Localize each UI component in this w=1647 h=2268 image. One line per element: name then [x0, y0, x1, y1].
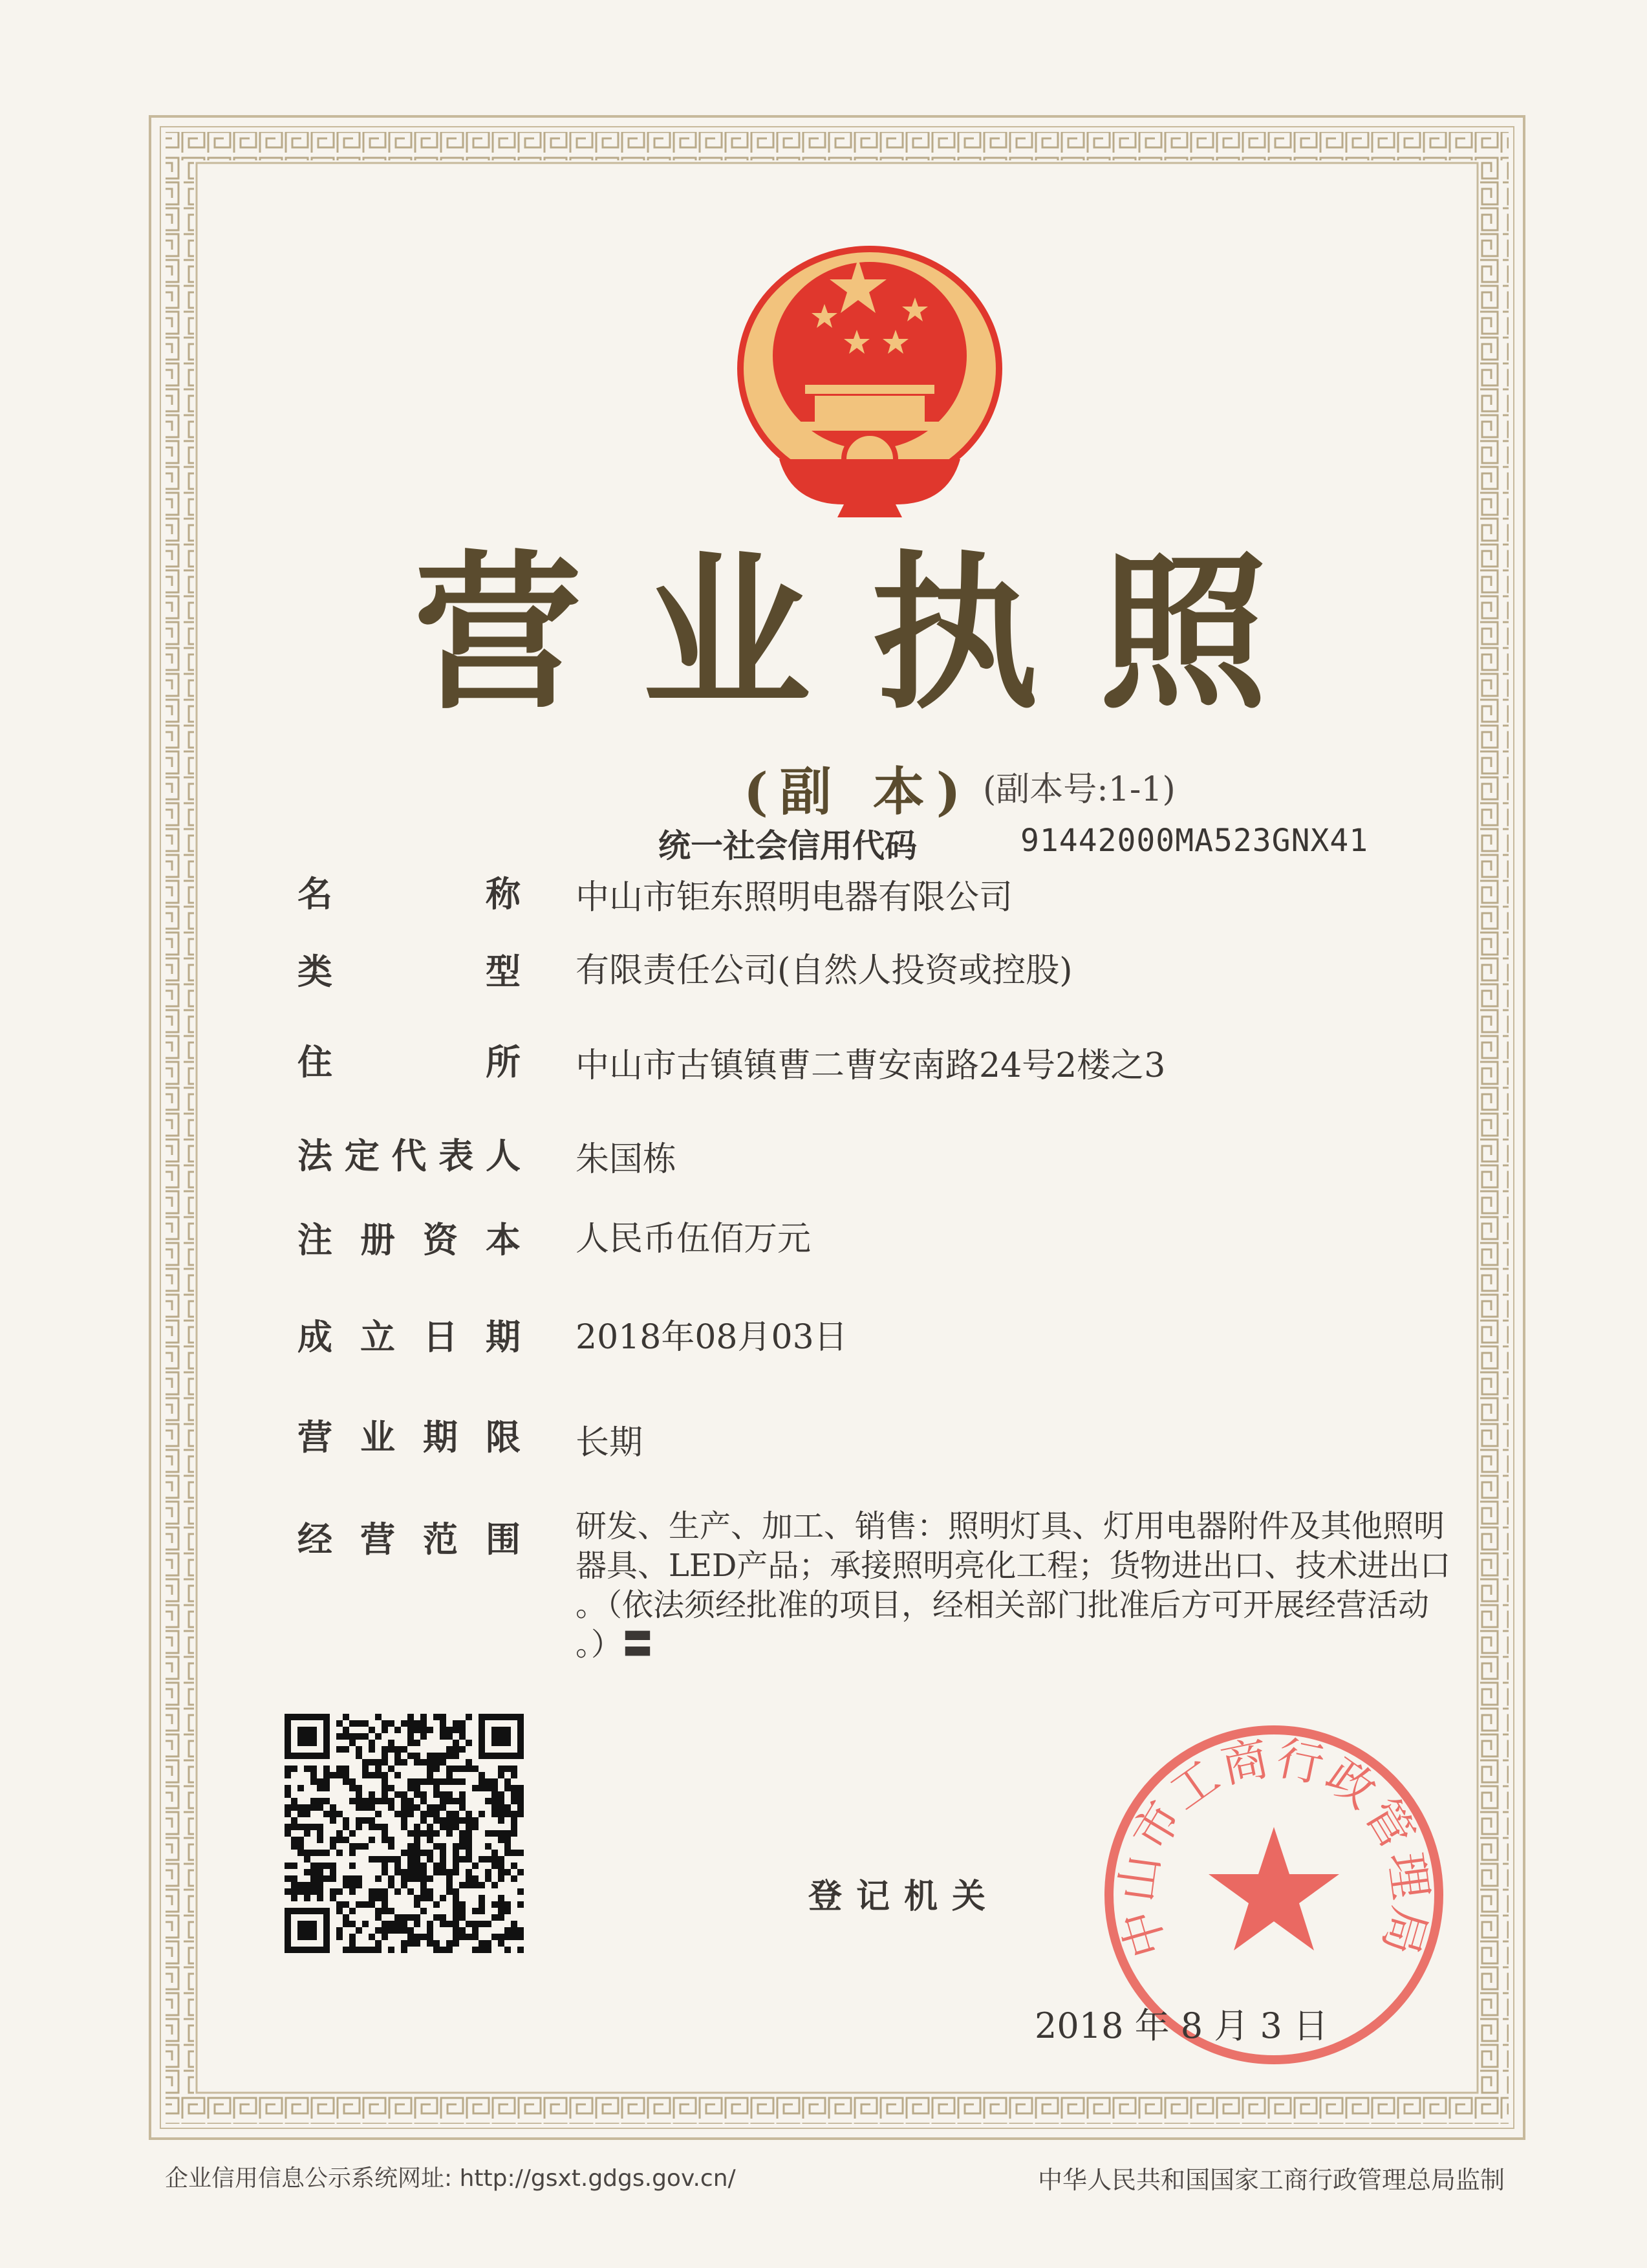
field-label-term: 营 业 期 限 [297, 1417, 521, 1458]
scope-line: 。）〓 [576, 1626, 654, 1663]
credit-code-label: 统一社会信用代码 [658, 827, 917, 865]
credit-code-value: 91442000MA523GNX41 [1020, 823, 1369, 859]
national-emblem-icon [702, 233, 1038, 524]
footer-supervisor: 中华人民共和国国家工商行政管理总局监制 [1038, 2166, 1505, 2194]
qr-code-icon[interactable] [285, 1714, 524, 1953]
title-char: 业 [642, 535, 811, 732]
footer-website[interactable]: 企业信用信息公示系统网址: http://gsxt.gdgs.gov.cn/ [165, 2165, 736, 2192]
field-value-address: 中山市古镇镇曹二曹安南路24号2楼之3 [576, 1046, 1166, 1085]
business-scope-text [576, 1507, 1481, 1665]
certificate-title [414, 537, 1267, 731]
field-label-legal-rep: 法 定 代 表 人 [297, 1136, 521, 1176]
title-char: 照 [1099, 535, 1267, 732]
field-value-established: 2018年08月03日 [576, 1318, 848, 1357]
title-char: 执 [870, 535, 1039, 732]
field-label-capital: 注 册 资 本 [297, 1220, 521, 1260]
field-value-term: 长期 [576, 1423, 643, 1462]
field-label-address: 住 所 [297, 1042, 521, 1083]
copy-subtitle: (副 本) [744, 761, 973, 822]
field-value-legal-rep: 朱国栋 [576, 1140, 677, 1179]
title-char: 营 [414, 535, 582, 732]
field-value-type: 有限责任公司(自然人投资或控股) [576, 951, 1073, 990]
copy-number: (副本号:1-1) [983, 770, 1176, 809]
field-value-capital: 人民币伍佰万元 [576, 1220, 812, 1258]
field-label-scope: 经 营 范 围 [297, 1519, 521, 1560]
issue-date: 2018 年 8 月 3 日 [1035, 2005, 1328, 2046]
field-label-name: 名 称 [297, 874, 521, 914]
field-value-name: 中山市钜东照明电器有限公司 [576, 878, 1013, 917]
seal-text: 中山市工商行政管理局 [1109, 1730, 1439, 1964]
field-label-type: 类 型 [297, 951, 521, 992]
scope-line: 。（依法须经批准的项目，经相关部门批准后方可开展经营活动 [576, 1587, 1430, 1623]
registration-authority-label: 登记机关 [808, 1877, 1000, 1916]
field-label-established: 成 立 日 期 [297, 1317, 521, 1357]
scope-line: 器具、LED产品；承接照明亮化工程；货物进出口、技术进出口 [576, 1548, 1451, 1584]
scope-line: 研发、生产、加工、销售：照明灯具、灯用电器附件及其他照明 [576, 1508, 1445, 1544]
